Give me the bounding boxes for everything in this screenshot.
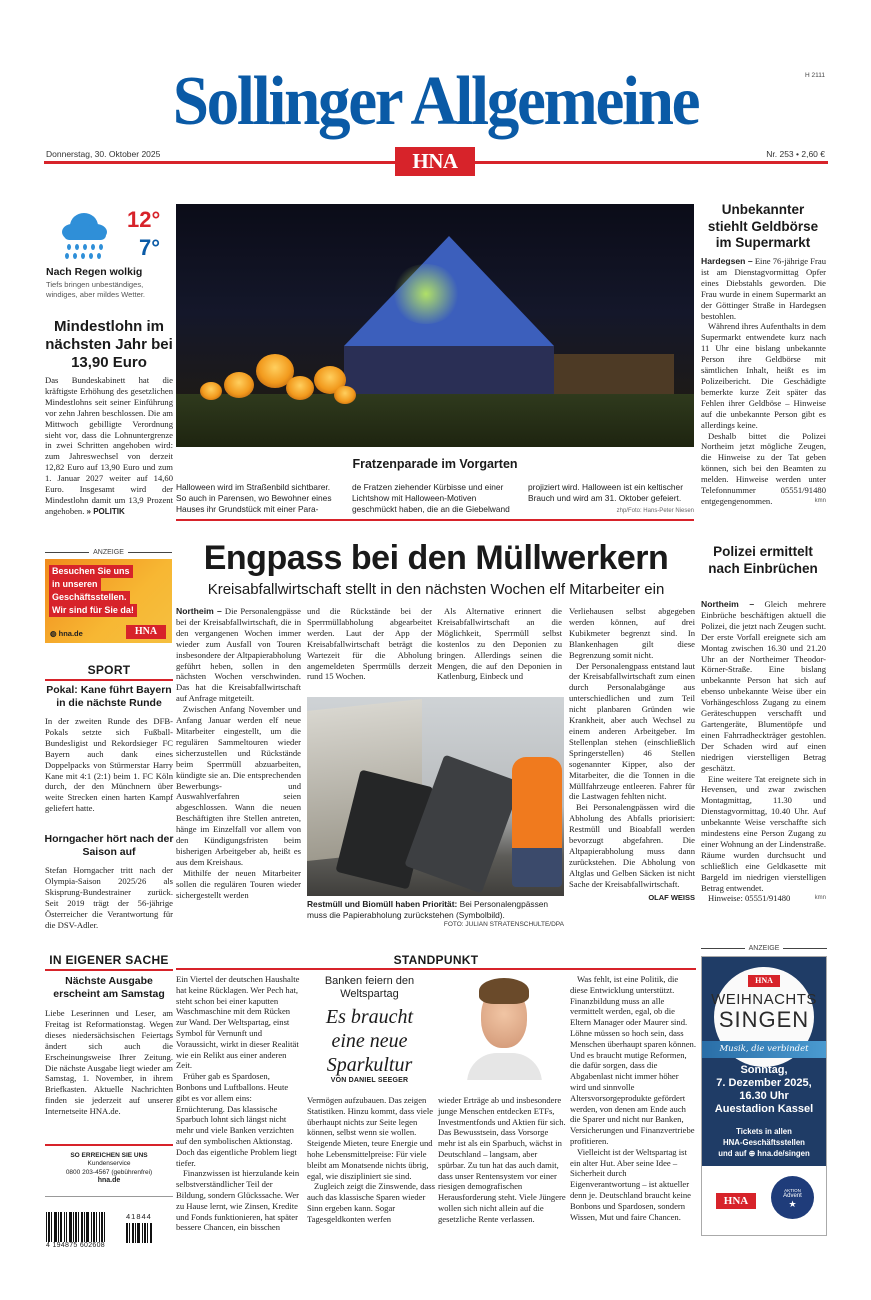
ad-tagline: Musik, die verbindet [702, 1041, 826, 1058]
eigene-sache-body: Liebe Leserinnen und Leser, am Freitag ist Reformationstag. Wegen dieses niedersächsischen Feiertags ändert sich auch die Erscheinungsweise Ihrer Zeitung. Die nächste Ausgabe liegt wieder am Samstag, 1. November, in ihrem Briefkasten. Aktuelle Nachrichten finden sie jederzeit auf unserer Internetseite HNA.de. [45, 1008, 173, 1117]
masthead-title: Sollinger Allgemeine [172, 63, 699, 140]
geldboerse-body [701, 256, 826, 507]
ad-line: in unseren [49, 578, 101, 591]
barcode-addon-number: 41844 [126, 1212, 152, 1221]
ad-when-line: 7. Dezember 2025, [716, 1077, 812, 1089]
paragraph: Gleich mehrere Einbrüche beschäftigen aktuell die Polizei, die jetzt nach Zeugen sucht. Der erste Vorfall ereignete sich am Montag zwischen 16.30 und 21.20 Uhr an der Northeimer Theodor-Körner-Straße. Eine bislang unbekannte Person hat sich auf ebenso unbekannte Weise über ein Vorhängeschloss Zugang zu einem Geräteschuppen verschafft und Gartengeräte, Blumentöpfe und einen Fahrradheckträger gestohlen. Der Schaden wird auf einen niedrigen vierstelligen Betrag geschätzt. [701, 599, 826, 773]
paragraph: und die Rückstände bei der Sperrmüllabholung abgearbeitet werden. Laut der App der Kreisabfallwirtschaft beträgt die Wartezeit für die Abholung angemeldeten Sperrmülls derzeit rund 15 Wochen. [307, 606, 432, 682]
lead-col-2 [307, 606, 432, 682]
hna-logo: HNA [748, 975, 780, 987]
ad-title-top: WEIHNACHTS [711, 991, 817, 1008]
advent-badge [771, 1176, 814, 1219]
dateline: Northeim – [701, 599, 755, 609]
lead-author: OLAF WEISS [648, 892, 695, 902]
polizei-headline[interactable]: Polizei ermittelt nach Einbrüchen [708, 544, 818, 576]
dateline: Hardegsen – [701, 256, 753, 266]
caption-text: Bei Personalengpässen muss die Papierabholung zurückstehen (Symbolbild). [307, 899, 549, 920]
polizei-body [701, 599, 826, 904]
trash-photo-credit: FOTO: JULIAN STRATENSCHULTE/DPA [443, 921, 564, 928]
section-standpunkt: STANDPUNKT [393, 953, 479, 967]
paragraph: Finanzwissen ist hierzulande kein selbstverständlicher Teil der Bildung, sondern Glückssache. Wer zu Hause lernt, wie Zinsen, Kredite und Fonds funktionieren, hat später bessere Chancen, ein bisschen [176, 1168, 300, 1233]
author-initials: kmn [814, 497, 826, 504]
halloween-photo [176, 204, 694, 447]
barcode-number: 4 194875 602608 [46, 1242, 105, 1249]
lead-subheadline: Kreisabfallwirtschaft stellt in den nächsten Wochen elf Mitarbeiter ein [207, 581, 665, 598]
section-sport: SPORT [87, 663, 131, 677]
globe-icon: ◍ [50, 629, 59, 638]
caption-bold: Restmüll und Biomüll haben Priorität: [307, 899, 458, 909]
halloween-col-2: de Fratzen ziehender Kürbisse und einer Lichtshow mit Halloween-Motiven geschmückt haben, die an die Giebelwand [352, 482, 510, 514]
ad-url[interactable] [50, 629, 83, 638]
contact-phone[interactable]: 0800 203-4567 (gebührenfrei) [65, 1169, 153, 1176]
standpunkt-byline: VON DANIEL SEEGER [330, 1077, 409, 1084]
paragraph: wieder Erträge ab und insbesondere junge Menschen entdecken ETFs, Investmentfonds und Aktien für sich. Das Bewusstsein, dass Vorsorge mehr ist als ein Sparbuch, wächst in Deutschland – langsam, aber spürbar. Zu tun hat das auch damit, dass unser Rentensystem vor einer riesigen demografischen Herausforderung steht. Viele Jüngere wollen sich nicht allein auf die gesetzliche Rente verlassen. [438, 1095, 566, 1224]
geldboerse-headline[interactable]: Unbekannter stiehlt Geldbörse im Supermarkt [707, 202, 819, 250]
standpunkt-col-2 [307, 1095, 435, 1225]
ad-weihnachtssingen[interactable] [701, 956, 827, 1236]
politik-link[interactable]: » POLITIK [86, 506, 125, 516]
standpunkt-title[interactable]: Es braucht eine neue Sparkultur [325, 1006, 414, 1076]
ad-when-line: 16.30 Uhr [739, 1090, 789, 1102]
paragraph: Der Personalengpass entstand laut der Kreisabfallwirtschaft zum einen durch Personalabgänge aus unterschiedlichen und zum Teil nicht planbaren Gründen wie Krankheit, aber auch Wechsel zu einem anderen Arbeitgeber. Im Stellenplan stehen (einschließlich Springerstellen) 46 Stellen sogenannter Kipper, also der Mitarbeiter, die die Tonnen in die Müllfahrzeuge entleeren. Fahrer für die Lastwagen fehlten nicht. [569, 660, 695, 802]
ad-label: ANZEIGE [701, 945, 827, 952]
standpunkt-col-3 [438, 1095, 566, 1225]
badge-label: Advent [783, 1193, 802, 1199]
contact-service: Kundenservice [87, 1160, 131, 1167]
ad-line: Wir sind für Sie da! [49, 604, 137, 617]
eigene-sache-headline[interactable]: Nächste Ausgabe erscheint am Samstag [53, 975, 165, 1000]
ad-footer [702, 1166, 826, 1236]
mindestlohn-headline[interactable]: Mindestlohn im nächsten Jahr bei 13,90 Euro [45, 318, 173, 371]
paragraph: Zwischen Anfang November und Anfang Januar werden elf neue Mitarbeiter eingestellt, um die regulären Sammeltouren wieder sicherzustellen und Rückstände beim Sperrmüll abzuarbeiten, kündigte sie an. Die entsprechenden Bewerbungs- und Auswahlverfahren seien abgeschlossen. Wann die neuen Beschäftigten ihre Stellen antreten, hänge im Einzelfall vor allem von den Kündigungsfristen beim bisherigen Arbeitgeber ab, heißt es aus dem Kreishaus. [176, 704, 301, 867]
halloween-col-3-text: projiziert wird. Halloween ist ein keltischer Brauch und wird am 31. Oktober gefeiert. [528, 482, 683, 503]
polizei-hint: Hinweise: 05551/91480 [708, 893, 791, 904]
ad-event-details [702, 1064, 826, 1116]
paragraph: Deshalb bittet die Polizei Northeim jetzt mögliche Zeugen, die Hinweise zu der Tat geben können, sich bei den Beamten zu melden. Hinweise werden unter Telefonnummer 05551/91480 entgegengenommen. [701, 430, 826, 506]
barcode-bars [46, 1212, 120, 1242]
barcode-addon [126, 1212, 162, 1243]
paragraph: Früher gab es Spardosen, Bonbons und Luftballons. Heute gibt es vor allem eins: Ernüchterung. Das klassische Sparbuch lohnt sich längst nicht mehr und viele Banken verzichten auf den symbolischen Aktionstag. Doch das eigentliche Problem liegt tiefer. [176, 1071, 297, 1168]
ad-line: Besuchen Sie uns [49, 565, 133, 578]
paragraph: Mithilfe der neuen Mitarbeiter sollen die regulären Touren wieder sichergestellt werden [176, 867, 301, 900]
lead-col-1 [176, 606, 301, 900]
ad-ticket-line: HNA-Geschäftsstellen [723, 1138, 805, 1147]
ad-when-line: Sonntag, [740, 1064, 788, 1076]
section-rule [176, 968, 696, 970]
section-eigene-sache: IN EIGENER SACHE [49, 953, 169, 967]
author-portrait [461, 970, 548, 1080]
ad-ticket-line: Tickets in allen [736, 1127, 792, 1136]
photo-credit: zhp/Foto: Hans-Peter Niesen [616, 507, 694, 514]
star-icon: ★ [788, 1199, 797, 1209]
section-rule [45, 679, 173, 681]
ad-label: ANZEIGE [45, 549, 172, 556]
paragraph: Bei Personalengpässen wird die Abholung des Abfalls priorisiert: Restmüll und Bioabfall werden bevorzugt abgefahren. Die Altpapierabholung muss dann zurückstehen. Die Abholung von Altglas und Gelben Säcken ist nicht Sache der Kreisabfallwirtschaft. [569, 802, 695, 889]
lead-headline[interactable]: Engpass bei den Müllwerkern [203, 539, 669, 577]
trash-photo [307, 697, 564, 896]
paragraph: Während ihres Aufenthalts in dem Supermarkt entwendete kurz nach 11 Uhr eine bislang unbekannte Person ihre Geldbörse mit sämtlichen Inhalt, heißt es im Polizeibericht. Die Geschädigte bemerkte kurze Zeit später das Fehlen ihrer Geldböse – Hinweise auf die unbekannte Person gibt es allerdings keine. [701, 321, 826, 430]
paragraph: Eine 76-jährige Frau ist am Dienstagvormittag Opfer eines Diebstahls geworden. Die Frau wurde in einem Supermarkt an der Göttinger Straße in Hardegsen bestohlen. [701, 256, 826, 321]
paragraph: Als Alternative erinnert die Kreisabfallwirtschaft an die Möglichkeit, Sperrmüll selbst kostenlos zu den Deponien zu bringen. Allerdings seinen die Mengen, die auf den Deponien in Katlenburg, Einbeck und [437, 606, 562, 682]
ad-hna-geschaeftsstellen[interactable] [45, 559, 172, 643]
temp-high: 12° [127, 207, 161, 232]
hna-logo[interactable]: HNA [395, 147, 475, 176]
trash-photo-caption [307, 899, 565, 920]
issue-number-price: Nr. 253 • 2,60 € [766, 149, 825, 159]
barcode [46, 1212, 120, 1249]
lead-col-4 [569, 606, 695, 903]
kane-body: In der zweiten Runde des DFB-Pokals setzte sich Fußball-Bundesligist und Rekordsieger FC Bayern auch dank eines Doppelpacks von Stürmerstar Harry Kane mit 4:1 (2:1) beim 1. FC Köln durch, der den Münchnern über weite Strecken einen harten Kampf geliefert hatte. [45, 716, 173, 814]
section-rule [45, 969, 173, 971]
contact-rule [45, 1144, 173, 1146]
paragraph: Vermögen aufzubauen. Das zeigen Statistiken. Hinzu kommt, dass viele überhaupt nichts zur Seite legen können, selbst wenn sie wollen. Steigende Mieten, teure Energie und hohe Lebensmittelpreise: Für viele bleibt am Monatsende nichts übrig, egal, wie diszipliniert sie sind. [307, 1095, 434, 1181]
issue-date: Donnerstag, 30. Oktober 2025 [46, 149, 161, 159]
hna-logo: HNA [716, 1193, 756, 1209]
contact-title: SO ERREICHEN SIE UNS [70, 1152, 148, 1159]
temp-low: 7° [139, 235, 161, 260]
horngacher-headline[interactable]: Horngacher hört nach der Saison auf [44, 833, 174, 858]
dateline: Northeim – [176, 606, 222, 616]
rain-cloud-icon [56, 206, 112, 264]
halloween-rule [176, 519, 694, 521]
contact-web[interactable]: hna.de [97, 1177, 121, 1184]
ad-title-bottom: SINGEN [718, 1007, 810, 1032]
paragraph: Die Personalengpässe bei der Kreisabfallwirtschaft, die in den vergangenen Wochen immer wieder zum Ausfall von Touren insbesondere der Altpapierabholung geführt heben, sollen in den nächsten Wochen verschwinden. Das hat die Kreisabfallwirtschaft auf Anfrage mitgeteilt. [176, 606, 301, 704]
author-initials: kmn [814, 895, 826, 902]
halloween-caption-title: Fratzenparade im Vorgarten [352, 457, 518, 471]
weather-title: Nach Regen wolkig [46, 266, 143, 278]
ad-when-line: Auestadion Kassel [714, 1103, 814, 1115]
edition-code: H 2111 [805, 72, 825, 79]
badge-top: AKTION [784, 1188, 801, 1193]
lead-col-3 [437, 606, 562, 682]
paragraph: Ein Viertel der deutschen Haushalte hat keine Rücklagen. Wer Pech hat, steht schon bei einer kaputten Waschmaschine mit dem Rücken zur Wand. Der Weltspartag, einst Symbol für Vernunft und Voraussicht, wirkt in dieser Realität wie ein Relikt aus einer anderen Zeit. [176, 974, 300, 1071]
kane-headline-text: Pokal: Kane führt Bayern in die nächste Runde [46, 684, 172, 709]
mindestlohn-body [45, 375, 173, 518]
ad-line: Geschäftsstellen. [49, 591, 130, 604]
paragraph: Was fehlt, ist eine Politik, die diese Entwicklung unterstützt. Finanzbildung muss an alle vermittelt werden, egal, ob die Eltern Manager oder Maurer sind. Löhne müssen so hoch sein, dass Menschen überhaupt sparen können. Und es braucht mutige Reformen, die dafür sorgen, dass die Abgabenlast nicht immer höher wird und sinnvolle Altersvorsorgeprodukte gefördert werden, von denen am Ende auch die Sparer und nicht nur Banken, Versicherungen und Finanzvertriebe profitieren. [570, 974, 697, 1146]
kane-headline[interactable] [44, 684, 174, 710]
ad-ticket-link[interactable]: und auf ⊕ hna.de/singen [718, 1149, 810, 1158]
paragraph: Eine weitere Tat ereignete sich in Hevensen, und zwar zwischen Montagmittag, 11.30 und Dienstagvormittag, 10.40 Uhr. Auf unbekannte Weise verschaffte sich mindestens eine Person Zugang zu einer Wohnung an der Lindenstraße. Räume wurden durchsucht und schließlich eine Geldkasette mit Bargeld im niedrigen vierstelligen Betrag entwendet. [701, 773, 826, 893]
ad-url-text: hna.de [58, 629, 83, 638]
halloween-caption-text [176, 482, 694, 516]
ad-tickets [702, 1126, 826, 1159]
paragraph: Vielleicht ist der Weltspartag ist ein alter Hut. Aber seine Idee – Sicherheit durch Eigenverantwortung – ist aktueller denn je. Deutschland braucht keine Bonbons und Spardosen, sondern Wissen, Mut und faire Chancen. [570, 1146, 691, 1222]
contact-box [45, 1152, 173, 1184]
standpunkt-kicker: Banken feiern den Weltspartag [324, 975, 415, 1000]
paragraph: Verliehausen selbst abgegeben werden können, auf drei Kubikmeter begrenzt sind. In Blankenhagen gilt diese Begrenzung somit nicht. [569, 606, 695, 660]
paragraph: Zugleich zeigt die Zinswende, dass auch das klassische Sparen wieder Sinn ergeben kann. Sogar Tagesgeldkonten werfen [307, 1181, 435, 1224]
standpunkt-col-1 [176, 974, 302, 1233]
standpunkt-col-4 [570, 974, 696, 1222]
barcode-addon-bars [126, 1223, 162, 1243]
contact-bottom-rule [45, 1196, 173, 1197]
halloween-col-1: Halloween wird im Straßenbild sichtbarer. So auch in Parensen, wo Bewohner eines Hauses ihr Grundstück mit einer Para- [176, 482, 332, 514]
mindestlohn-text: Das Bundeskabinett hat die kräftigste Erhöhung des gesetzlichen Mindestlohns seit seiner Einführung vor zehn Jahren beschlossen. Die am Mittwoch gebilligte Verordnung sieht vor, dass die Lohnuntergrenze in zwei Schritten angehoben wird: zum Jahreswechsel von derzeit 12,82 Euro auf 13,90 Euro und zum 1. Januar 2027 weiter auf 14,60 Euro. Insgesamt wird der Mindestlohn damit um 13,9 Prozent angehoben. [45, 375, 173, 516]
halloween-col-3 [528, 482, 694, 516]
hna-logo: HNA [126, 625, 166, 639]
weather-subtitle: Tiefs bringen unbeständiges, windiges, aber mildes Wetter. [46, 280, 146, 299]
horngacher-body: Stefan Horngacher tritt nach der Olympia-Saison 2025/26 als Skisprung-Bundestrainer zurück. Seit 2019 trägt der 56-jährige Österreicher die Verantwortung für die DSV-Adler. [45, 865, 173, 930]
